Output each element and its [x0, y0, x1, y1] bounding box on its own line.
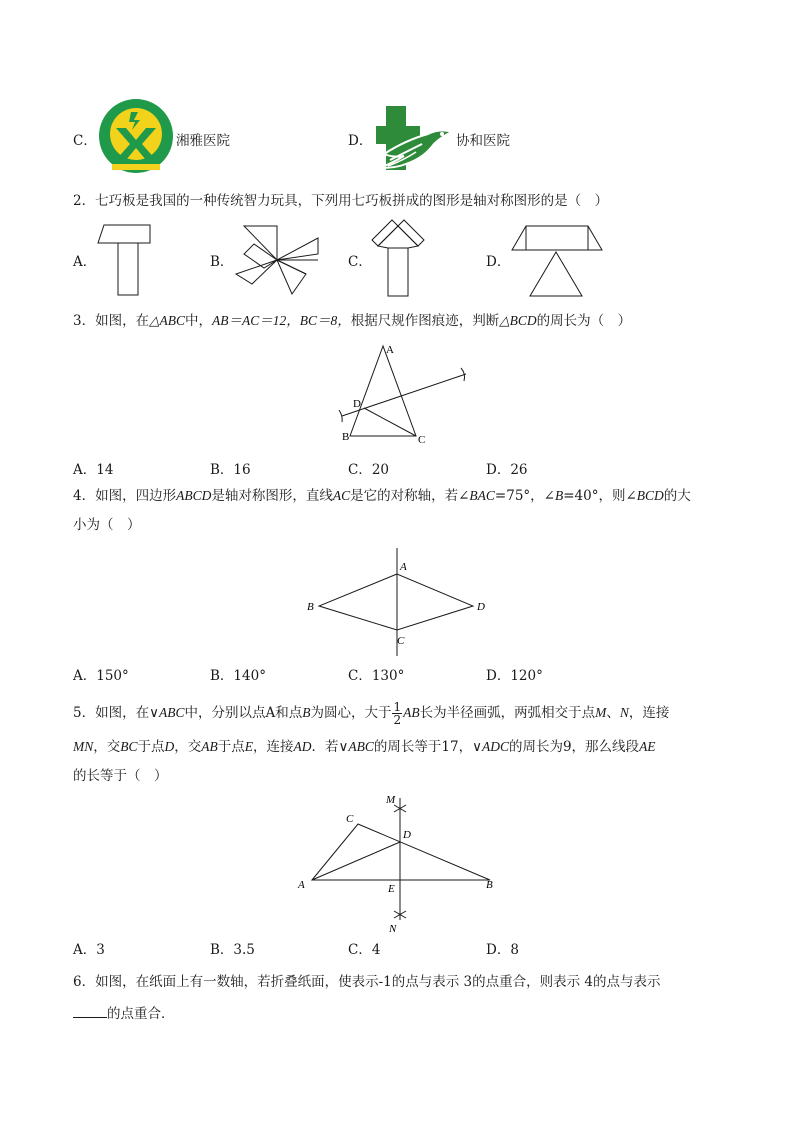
q5-l2-h: 的周长为9，那么线段 — [508, 739, 640, 755]
q5-label-e: E — [388, 883, 395, 895]
q3-stem — [73, 311, 631, 331]
q5-label-m: M — [386, 794, 396, 806]
q5-e: E — [244, 739, 254, 754]
q5-choice-c: C．4 — [348, 942, 381, 958]
q4-line1-d: =75°，∠ — [494, 488, 555, 504]
q3-ab-ac: AB＝AC＝12， — [211, 313, 300, 328]
q2-stem: 2．七巧板是我国的一种传统智力玩具，下列用七巧板拼成的图形是轴对称图形的是（ ） — [73, 193, 609, 209]
q5-pt-b: B — [302, 705, 311, 720]
xiangya-logo-icon — [98, 98, 176, 176]
q5-d: D — [164, 739, 175, 754]
q5-stem-line2 — [73, 737, 656, 757]
q2-figure-c — [372, 220, 424, 298]
q4-line1-c: 是它的对称轴，若∠ — [350, 488, 470, 504]
q5-l1-f: ，连接 — [628, 705, 670, 721]
q5-label-a: A — [298, 879, 305, 891]
q5-l2-c: ，交 — [174, 739, 202, 755]
q5-label-c: C — [346, 813, 354, 825]
q3-stem-p2: 中， — [184, 313, 212, 329]
q4-b: B — [554, 488, 564, 503]
q3-choice-b: B．16 — [210, 462, 251, 478]
q3-label-d: D — [353, 398, 361, 410]
q4-abcd: ABCD — [176, 488, 212, 503]
q4-label-d: D — [477, 601, 485, 613]
q5-frac-num: 1 — [393, 700, 402, 714]
q5-choice-a: A．3 — [73, 942, 105, 958]
q5-frac-den: 2 — [393, 713, 402, 727]
q5-ab: AB — [403, 705, 420, 720]
q5-stem-line3: 的长等于（ ） — [73, 768, 168, 784]
q6-line2-text: 的点重合． — [107, 1006, 175, 1022]
q4-choice-b: B．140° — [210, 668, 266, 684]
q5-choice-b: B．3.5 — [210, 942, 255, 958]
q5-l1-b: 中，分别以点A和点 — [184, 705, 303, 721]
q6-stem-line2 — [73, 1003, 175, 1024]
q2-figure-b — [234, 224, 320, 296]
q4-label-c: C — [397, 635, 405, 647]
q4-line1-e: =40°，则∠ — [563, 488, 637, 504]
q3-stem-p4: 的周长为（ ） — [536, 313, 632, 329]
q3-choice-c: C．20 — [348, 462, 390, 478]
q5-l2-d: 于点 — [217, 739, 245, 755]
q5-l2-g: 的周长等于17，∨ — [373, 739, 482, 755]
q5-l2-a: ，交 — [93, 739, 121, 755]
q5-l1-d: 长为半径画弧，两弧相交于点 — [419, 705, 596, 721]
q5-stem-line1 — [73, 701, 669, 726]
q5-l2-f: ．若∨ — [311, 739, 349, 755]
q3-triangle-abc: △ABC — [149, 313, 185, 328]
q4-line1-f: 的大 — [663, 488, 691, 504]
q3-stem-p1: 3．如图，在 — [73, 313, 150, 329]
q5-l1-c: 为圆心，大于 — [310, 705, 392, 721]
q1-option-c-label: 湘雅医院 — [176, 133, 230, 149]
q2-option-c-letter: C． — [348, 254, 372, 270]
q2-figure-a — [98, 225, 150, 297]
q3-choice-d: D．26 — [486, 462, 528, 478]
q6-stem-line1: 6．如图，在纸面上有一数轴，若折叠纸面，使表示-1的点与表示 3的点重合，则表示 4的点与表示 — [73, 974, 661, 990]
q1-option-d-letter: D． — [348, 133, 373, 149]
q2-figure-d — [512, 226, 602, 298]
q5-label-d: D — [403, 829, 411, 841]
q3-triangle-bcd: △BCD — [499, 313, 537, 328]
q3-bc: BC＝8， — [299, 313, 351, 328]
q3-choice-a: A．14 — [73, 462, 114, 478]
q5-ab2: AB — [201, 739, 218, 754]
q4-figure — [305, 548, 490, 658]
q5-ad: AD — [293, 739, 312, 754]
q3-figure — [330, 340, 475, 450]
q4-choice-c: C．130° — [348, 668, 405, 684]
q5-label-n: N — [389, 923, 397, 935]
q5-l2-b: 于点 — [137, 739, 165, 755]
q4-label-a: A — [400, 561, 407, 573]
q3-label-b: B — [342, 431, 350, 443]
q5-figure — [290, 790, 505, 940]
q4-line1-b: 是轴对称图形，直线 — [211, 488, 333, 504]
q4-bac: BAC — [469, 488, 495, 503]
q5-l1-e: 、 — [606, 705, 620, 721]
q5-abc: ABC — [158, 705, 185, 720]
q4-bcd: BCD — [636, 488, 664, 503]
q5-l2-e: ，连接 — [253, 739, 294, 755]
q5-choice-d: D．8 — [486, 942, 519, 958]
q4-stem-line1 — [73, 486, 691, 506]
q5-m: M — [595, 705, 607, 720]
q5-fraction — [392, 701, 402, 726]
q3-stem-p3: 根据尺规作图痕迹，判断 — [350, 313, 500, 329]
q5-ae: AE — [639, 739, 656, 754]
q5-mn: MN — [73, 739, 94, 754]
q3-label-c: C — [418, 434, 426, 446]
q2-option-a-letter: A． — [73, 254, 97, 270]
q5-bc: BC — [120, 739, 138, 754]
q5-abc2: ABC — [348, 739, 374, 754]
q4-line1-a: 4．如图，四边形 — [73, 488, 177, 504]
q2-option-d-letter: D． — [486, 254, 511, 270]
q4-stem-line2: 小为（ ） — [73, 517, 141, 533]
q4-choice-d: D．120° — [486, 668, 543, 684]
q1-option-d-label: 协和医院 — [456, 133, 510, 149]
q4-choice-a: A．150° — [73, 668, 129, 684]
q6-answer-blank[interactable] — [73, 1003, 107, 1018]
q5-n: N — [619, 705, 629, 720]
q2-option-b-letter: B． — [210, 254, 234, 270]
xiehe-logo-icon — [376, 104, 454, 176]
xiangya-hospital-logo — [98, 98, 176, 176]
q1-option-c-letter: C． — [73, 133, 97, 149]
q3-label-a: A — [386, 344, 394, 356]
q4-ac: AC — [332, 488, 351, 503]
xiehe-hospital-logo — [376, 104, 454, 176]
q5-adc: ADC — [481, 739, 509, 754]
q5-l1-a: 5．如图，在∨ — [73, 705, 159, 721]
q5-label-b: B — [486, 879, 493, 891]
q4-label-b: B — [307, 601, 314, 613]
